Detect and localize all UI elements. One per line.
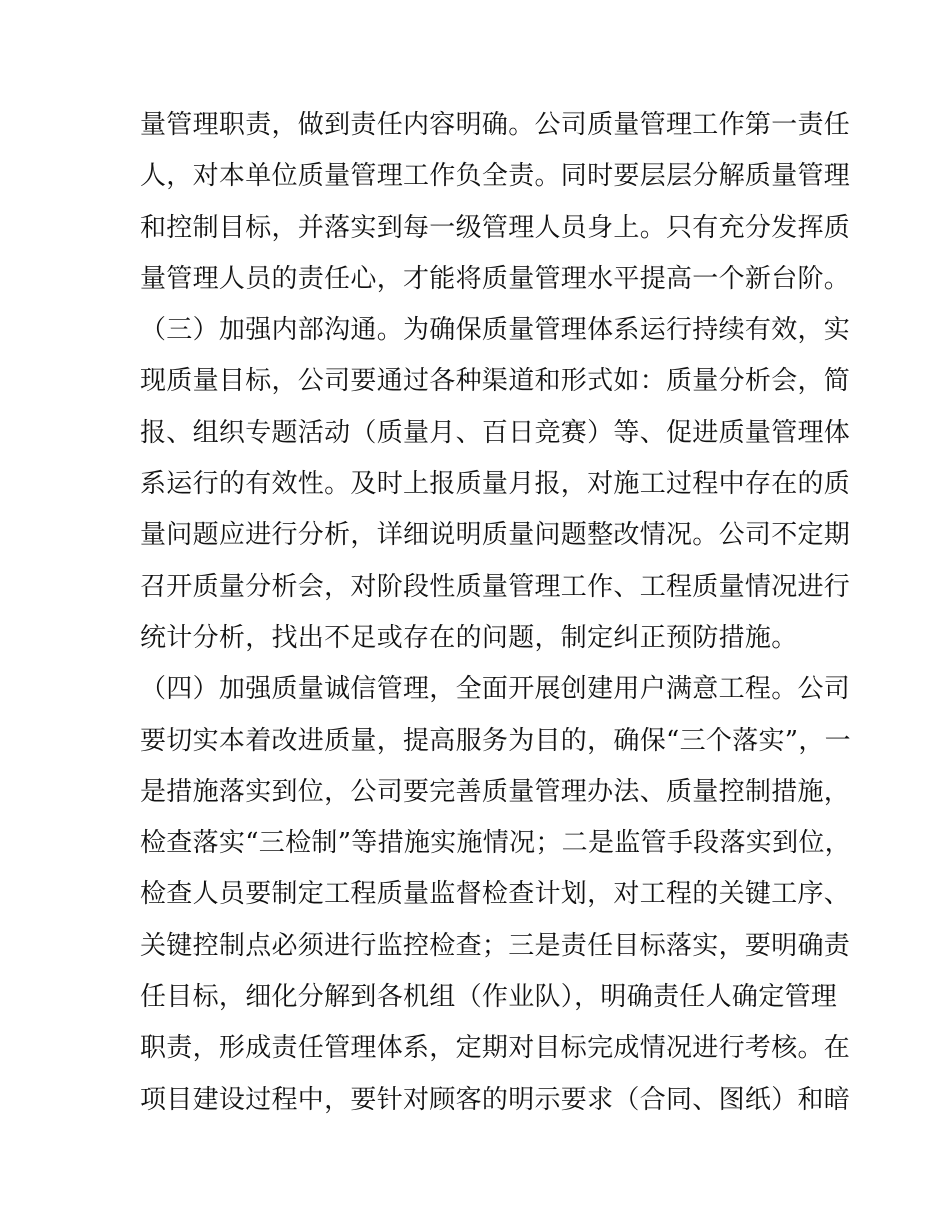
text-line: 和控制目标，并落实到每一级管理人员身上。只有充分发挥质 <box>140 212 851 243</box>
text-line: 要切实本着改进质量，提高服务为目的，确保“三个落实”，一 <box>140 725 851 756</box>
text-line: 系运行的有效性。及时上报质量月报，对施工过程中存在的质 <box>140 469 851 500</box>
text-line: 召开质量分析会，对阶段性质量管理工作、工程质量情况进行 <box>140 571 851 602</box>
text-line: 是措施落实到位，公司要完善质量管理办法、质量控制措施， <box>140 776 851 807</box>
text-line: 量管理人员的责任心，才能将质量管理水平提高一个新台阶。 <box>140 263 851 294</box>
text-line: （三）加强内部沟通。为确保质量管理体系运行持续有效，实 <box>140 315 851 346</box>
text-line: 量管理职责，做到责任内容明确。公司质量管理工作第一责任 <box>140 110 851 140</box>
text-line: 项目建设过程中，要针对顾客的明示要求（合同、图纸）和暗 <box>140 1084 851 1115</box>
text-line: 关键控制点必须进行监控检查；三是责任目标落实，要明确责 <box>140 930 851 961</box>
body-text <box>140 100 851 1126</box>
text-line: 任目标，细化分解到各机组（作业队），明确责任人确定管理 <box>140 982 838 1013</box>
text-line: （四）加强质量诚信管理，全面开展创建用户满意工程。公司 <box>140 674 851 705</box>
text-line: 检查人员要制定工程质量监督检查计划，对工程的关键工序、 <box>140 879 851 910</box>
text-line: 报、组织专题活动（质量月、百日竞赛）等、促进质量管理体 <box>140 417 851 448</box>
text-line: 量问题应进行分析，详细说明质量问题整改情况。公司不定期 <box>140 520 851 551</box>
text-line: 人，对本单位质量管理工作负全责。同时要层层分解质量管理 <box>140 161 851 192</box>
text-line: 检查落实“三检制”等措施实施情况；二是监管手段落实到位， <box>140 828 851 859</box>
text-line: 现质量目标，公司要通过各种渠道和形式如：质量分析会，简 <box>140 366 851 397</box>
text-line: 统计分析，找出不足或存在的问题，制定纠正预防措施。 <box>140 622 798 653</box>
text-line: 职责，形成责任管理体系，定期对目标完成情况进行考核。在 <box>140 1033 851 1064</box>
